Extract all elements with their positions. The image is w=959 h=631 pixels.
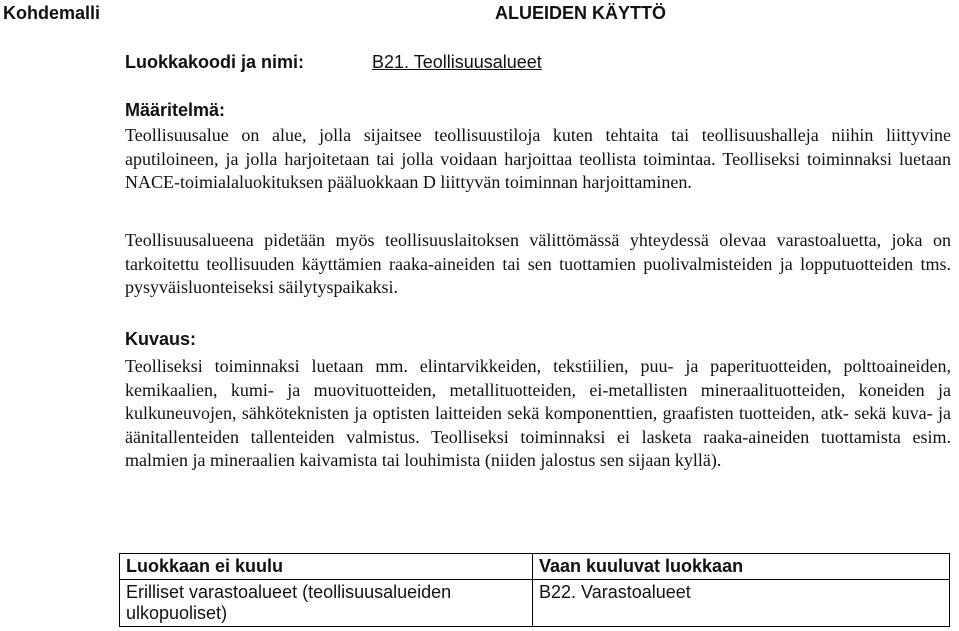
table-row: [120, 580, 950, 627]
classification-table: [119, 553, 950, 627]
excluded-cell: Erilliset varastoalueet (teollisuusalueiden ulkopuoliset): [120, 580, 533, 627]
table-header-row: [120, 554, 950, 580]
included-column-header: Vaan kuuluvat luokkaan: [533, 554, 950, 580]
definition-paragraph-1: Teollisuusalue on alue, jolla sijaitsee teollisuustiloja kuten tehtaita tai teollisuushalleja niihin liittyvine aputiloineen, ja jolla harjoitetaan tai jolla voidaan harjoittaa teollista toimintaa. Teolliseksi toiminnaksi luetaan NACE-toimialaluokituksen pääluokkaan D liittyvän toiminnan harjoittaminen.: [125, 125, 951, 192]
category-code-value: B21. Teollisuusalueet: [372, 52, 542, 72]
document-type-label: Kohdemalli: [3, 3, 101, 23]
definition-heading: Määritelmä:: [125, 100, 226, 120]
description-paragraph: Teolliseksi toiminnaksi luetaan mm. elintarvikkeiden, tekstiilien, puu- ja paperituotteiden, polttoaineiden, kemikaalien, kumi- ja muovituotteiden, metallituotteiden, ei-metallisten mineraalituotteiden, koneiden ja kulkuneuvojen, sähköteknisten ja optisten laitteiden sekä komponenttien, graafisten tuotteiden, atk- sekä kuva- ja äänitallenteiden tallenteiden valmistus. Teolliseksi toiminnaksi ei lasketa raaka-aineiden tuottamista esim. malmien ja mineraalien kaivamista tai louhimista (niiden jalostus sen sijaan kyllä).: [125, 356, 951, 470]
definition-paragraph-2: Teollisuusalueena pidetään myös teollisuuslaitoksen välittömässä yhteydessä olevaa varastoaluetta, joka on tarkoitettu teollisuuden käyttämien raaka-aineiden tai sen tuottamien puolivalmisteiden ja lopputuotteiden tms. pysyväisluonteiseksi säilytyspaikaksi.: [125, 230, 951, 297]
description-heading: Kuvaus:: [125, 329, 197, 349]
category-code-label: Luokkakoodi ja nimi:: [125, 52, 305, 72]
document-section-title: ALUEIDEN KÄYTTÖ: [495, 3, 666, 23]
included-cell: B22. Varastoalueet: [533, 580, 950, 627]
excluded-column-header: Luokkaan ei kuulu: [120, 554, 533, 580]
